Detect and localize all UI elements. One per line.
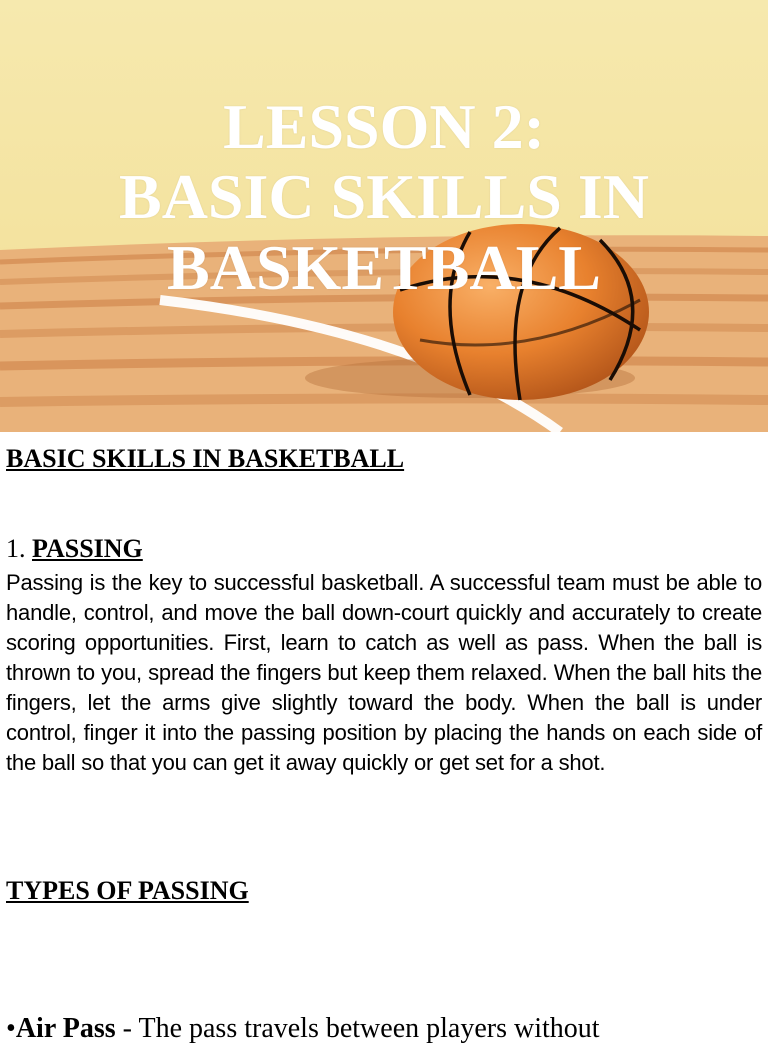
section-heading: BASIC SKILLS IN BASKETBALL (6, 444, 405, 473)
air-pass-bullet (6, 1010, 600, 1048)
lesson-title-line-1: LESSON 2: (223, 91, 545, 162)
lesson-banner (0, 0, 768, 432)
bullet-marker: • (6, 1013, 16, 1044)
types-of-passing-heading: TYPES OF PASSING (6, 876, 249, 905)
passing-paragraph: Passing is the key to successful basketball. A successful team must be able to handle, control, and move the ball down-court quickly and accurately to create scoring opportunities. First, learn to catch as well as pass. When the ball is thrown to you, spread the fingers but keep them relaxed. When the ball hits the fingers, let the arms give slightly toward the body. When the ball is under control, finger it into the passing position by placing the hands on each side of the ball so that you can get it away quickly or get set for a shot. (6, 570, 762, 775)
passing-title: PASSING (32, 534, 143, 563)
air-pass-text: - The pass travels between players without (115, 1013, 600, 1044)
lesson-title (0, 92, 768, 303)
air-pass-title: Air Pass (15, 1013, 116, 1044)
passing-heading (6, 530, 762, 568)
passing-number: 1. (6, 534, 32, 563)
lesson-content (6, 440, 762, 1044)
lesson-title-line-3: BASKETBALL (167, 231, 601, 303)
lesson-title-line-2: BASIC SKILLS IN (119, 161, 649, 233)
